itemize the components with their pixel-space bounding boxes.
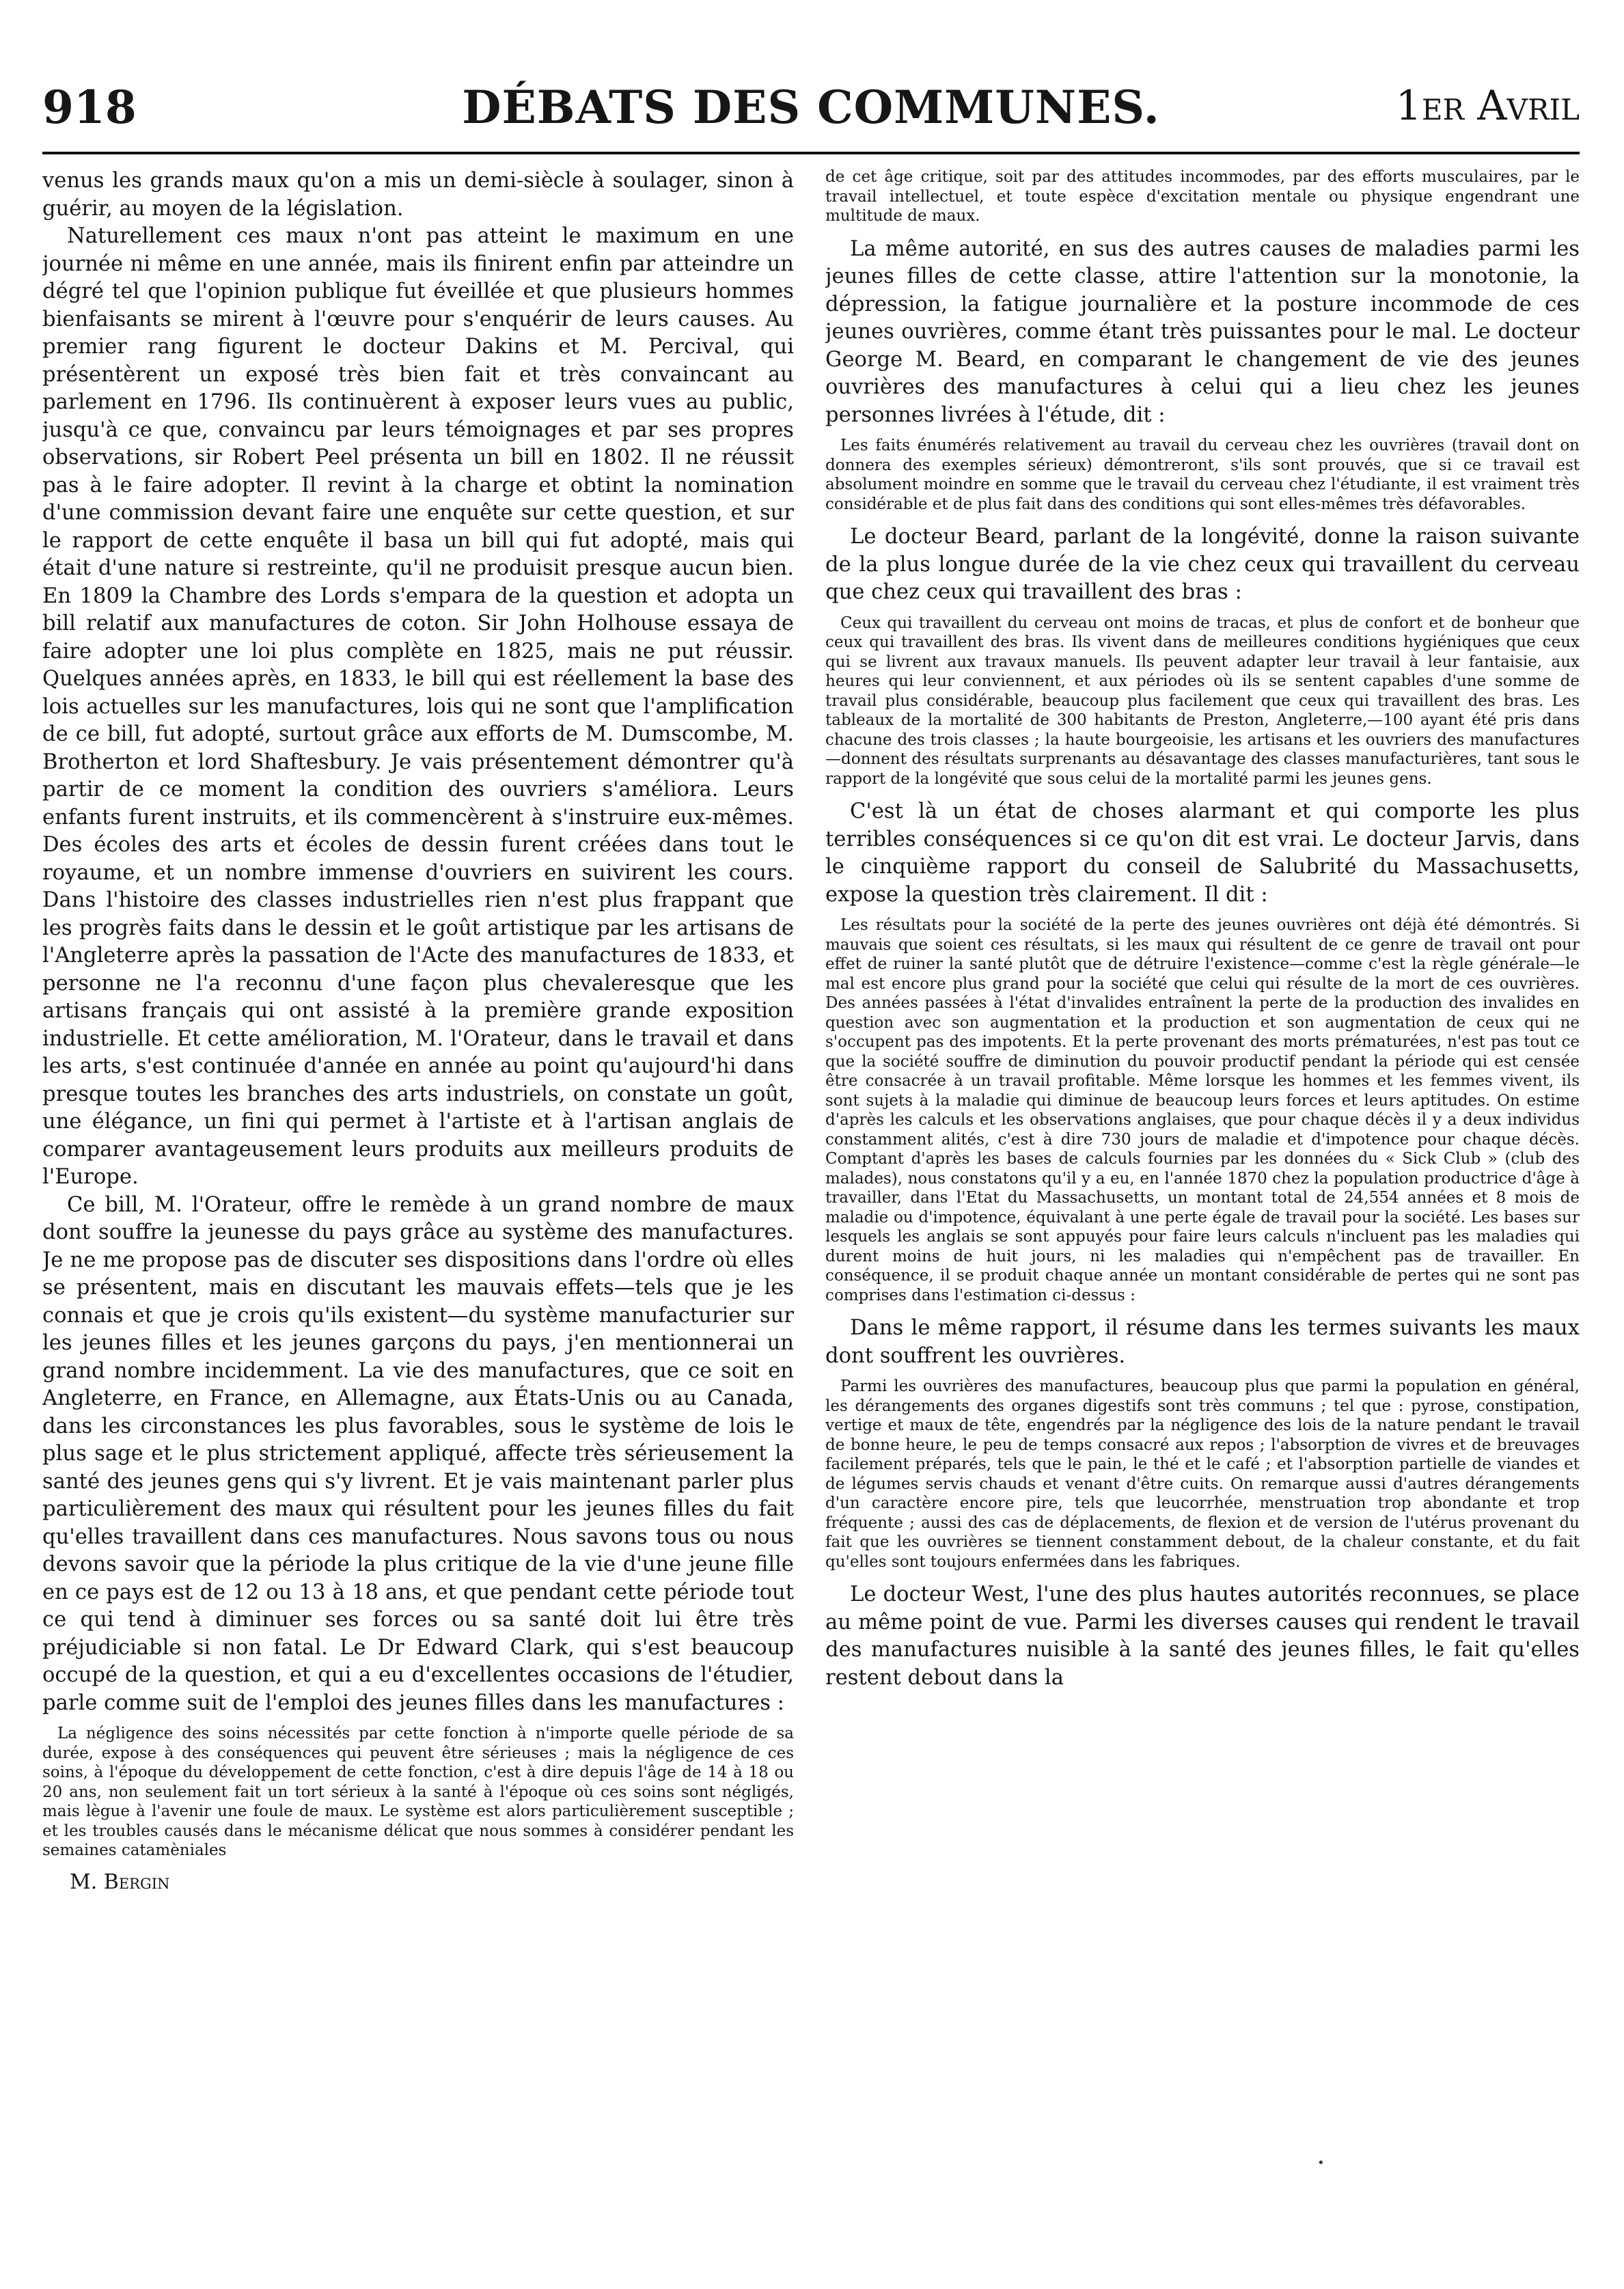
block-quote: de cet âge critique, soit par des attitudes incommodes, par des efforts musculaires, par le travail intellectuel, et toute espèce d'excitation mentale ou physique engendrant une multitude de maux. <box>825 168 1580 225</box>
running-date: 1er Avril <box>1395 82 1580 130</box>
running-title: DÉBATS DES COMMUNES. <box>462 81 1160 134</box>
block-quote: Les faits énumérés relativement au travail du cerveau chez les ouvrières (travail dont on donnera des exemples sérieux) démontreront, s'ils sont prouvés, que si ce travail est absolument moindre en somme que le travail du cerveau chez l'étudiante, il est vraiment très considérable et de plus fait dans des conditions qui sont elles-mêmes très défavorables. <box>825 437 1580 513</box>
paragraph: Le docteur Beard, parlant de la longévité, donne la raison suivante de la plus longue durée de la vie chez ceux qui travaillent du cerveau que chez ceux qui travaillent des bras : <box>825 525 1580 604</box>
paragraph: Dans le même rapport, il résume dans les termes suivants les maux dont souffrent les ouvrières. <box>825 1316 1580 1368</box>
left-column <box>42 167 794 2231</box>
ink-mark: • <box>1317 2156 1325 2170</box>
paragraph: Le docteur West, l'une des plus hautes autorités reconnues, se place au même point de vue. Parmi les diverses causes qui rendent le travail des manufactures nuisible à la santé des jeunes filles, le fait qu'elles restent debout dans la <box>825 1582 1580 1690</box>
block-quote: Ceux qui travaillent du cerveau ont moins de tracas, et plus de confort et de bonheur que ceux qui travaillent des bras. Ils vivent dans de meilleures conditions hygiéniques que ceux qui se livrent aux travaux manuels. Ils peuvent adapter leur travail à leur fantaisie, aux heures qui leur conviennent, et aux périodes où ils se sentent capables d'une somme de travail plus considérable, beaucoup plus facilement que ceux qui travaillent des bras. Les tableaux de la mortalité de 300 habitants de Preston, Angleterre,—100 ayant été pris dans chacune des trois classes ; la haute bourgeoisie, les artisans et les ouvriers des manufactures—donnent des résultats surprenants au désavantage des classes manufacturières, tant sous le rapport de la longévité que sous celui de la mortalité parmi les jeunes gens. <box>825 614 1580 788</box>
page-number: 918 <box>42 81 137 134</box>
right-column <box>825 167 1580 2231</box>
block-quote: La négligence des soins nécessités par cette fonction à n'importe quelle période de sa durée, expose à des conséquences qui peuvent être sérieuses ; mais la négligence de ces soins, à l'époque du développement de cette fonction, c'est à dire depuis l'âge de 14 à 18 ou 20 ans, non seulement fait un tort sérieux à la santé à l'époque où ces soins sont négligés, mais lègue à l'avenir une foule de maux. Le système est alors particulièrement susceptible ; et les troubles causés dans le mécanisme délicat que nous sommes à considérer pendant les semaines catamèniales <box>42 1725 794 1859</box>
block-quote: Les résultats pour la société de la perte des jeunes ouvrières ont déjà été démontrés. Si mauvais que soient ces résultats, si les maux qui résultent de ce genre de travail ont pour effet de ruiner la santé plutôt que de détruire l'existence—comme c'est la règle générale—le mal est encore plus grand pour la société que celui qui résulte de la mort de ces ouvrières. Des années passées à l'état d'invalides entraînent la perte de la production des invalides en question avec son augmentation et la production et son augmentation de ceux qui ne s'occupent pas des impotents. Et la perte provenant des morts prématurées, n'est pas tout ce que la société souffre de diminution du pouvoir productif pendant la période qui est censée être consacrée à un travail profitable. Même lorsque les hommes et les femmes vivent, ils sont sujets à la maladie qui diminue de beaucoup leurs forces et leurs aptitudes. On estime d'après les calculs et les observations anglaises, que pour chaque décès il y a deux individus constamment alités, c'est à dire 730 jours de maladie et d'impotence pour chaque décès. Comptant d'après les bases de calculs fournies par les données du « Sick Club » (club des malades), nous constatons qu'il y a eu, en l'année 1870 chez la population productrice d'âge à travailler, dans l'Etat du Massachusetts, un montant total de 24,554 années et 8 mois de maladie ou d'impotence, équivalant à une perte égale de travail pour la société. Les bases sur lesquels les anglais se sont appuyés pour faire leurs calculs n'incluent pas les maladies qui durent moins de huit jours, ni les maladies qui n'empêchent pas de travailler. En conséquence, il se produit chaque année un montant considérable de pertes qui ne sont pas comprises dans l'estimation ci-dessus : <box>825 916 1580 1304</box>
header-rule <box>42 152 1580 154</box>
paragraph: La même autorité, en sus des autres causes de maladies parmi les jeunes filles de cette classe, attire l'attention sur la monotonie, la dépression, la fatigue journalière et la posture incommode de ces jeunes ouvrières, comme étant très puissantes pour le mal. Le docteur George M. Beard, en comparant le changement de vie des jeunes ouvrières des manufactures à celui qui a lieu chez les jeunes personnes livrées à l'étude, dit : <box>825 236 1580 427</box>
paragraph: Naturellement ces maux n'ont pas atteint le maximum en une journée ni même en une année, mais ils finirent enfin par atteindre un dégré tel que l'opinion publique fut éveillée et que plusieurs hommes bienfaisants se mirent à l'œuvre pour s'enquérir de leurs causes. Au premier rang figurent le docteur Dakins et M. Percival, qui présentèrent un exposé très bien fait et très convaincant au parlement en 1796. Ils continuèrent à exposer leurs vues au public, jusqu'à ce que, convaincu par leurs témoignages et par ses propres observations, sir Robert Peel présenta un bill en 1802. Il ne réussit pas à le faire adopter. Il revint à la charge et obtint la nomination d'une commission devant faire une enquête sur cette question, et sur le rapport de cette enquête il basa un bill qui fut adopté, mais qui était d'une nature si restreinte, qu'il ne produisit presque aucun bien. En 1809 la Chambre des Lords s'empara de la question et adopta un bill relatif aux manufactures de coton. Sir John Holhouse essaya de faire adopter une loi plus complète en 1825, mais ne put réussir. Quelques années après, en 1833, le bill qui est réellement la base des lois actuelles sur les manufactures, lois qui ne sont que l'amplification de ce bill, fut adopté, surtout grâce aux efforts de M. Dumscombe, M. Brotherton et lord Shaftesbury. Je vais présentement démontrer qu'à partir de ce moment la condition des ouvriers s'améliora. Leurs enfants furent instruits, et ils commencèrent à s'instruire eux-mêmes. Des écoles des arts et écoles de dessin furent créées dans tout le royaume, et un nombre immense d'ouvriers en suivirent les cours. Dans l'histoire des classes industrielles rien n'est plus frappant que les progrès faits dans le dessin et le goût artistique par les artisans de l'Angleterre après la passation de l'Acte des manufactures de 1833, et personne ne l'a reconnu d'une façon plus chevaleresque que les artisans français qui ont assisté à la première grande exposition industrielle. Et cette amélioration, M. l'Orateur, dans le travail et dans les arts, s'est continuée d'année en année au point qu'aujourd'hi dans presque toutes les branches des arts industriels, on constate un goût, une élégance, un fini qui permet à l'artiste et à l'artisan anglais de comparer avantageusement leurs produits aux meilleurs produits de l'Europe. <box>42 224 794 1189</box>
paragraph: venus les grands maux qu'on a mis un demi-siècle à soulager, sinon à guérir, au moyen de la législation. <box>42 169 794 221</box>
speaker-signature: M. Bergin <box>70 1869 170 1894</box>
paragraph: Ce bill, M. l'Orateur, offre le remède à un grand nombre de maux dont souffre la jeunesse du pays grâce au système des manufactures. Je ne me propose pas de discuter ses dispositions dans l'ordre où elles se présentent, mais en discutant les mauvais effets—tels que je les connais et que je crois qu'ils existent—du système manufacturier sur les jeunes filles et les jeunes garçons du pays, j'en mentionnerai un grand nombre incidemment. La vie des manufactures, que ce soit en Angleterre, en France, en Allemagne, aux États-Unis ou au Canada, dans les circonstances les plus favorables, sous le système de lois le plus sage et le plus strictement appliqué, affecte très sérieusement la santé des jeunes gens qui s'y livrent. Et je vais maintenant parler plus particulièrement des maux qui résultent pour les jeunes filles du fait qu'elles travaillent dans ces manufactures. Nous savons tous ou nous devons savoir que la période la plus critique de la vie d'une jeune fille en ce pays est de 12 ou 13 à 18 ans, et que pendant cette période tout ce qui tend à diminuer ses forces ou sa santé doit lui être très préjudiciable si non fatal. Le Dr Edward Clark, qui s'est beaucoup occupé de la question, et qui a eu d'excellentes occasions de l'étudier, parle comme suit de l'emploi des jeunes filles dans les manufactures : <box>42 1192 794 1715</box>
paragraph: C'est là un état de choses alarmant et qui comporte les plus terribles conséquences si ce qu'on dit est vrai. Le docteur Jarvis, dans le cinquième rapport du conseil de Salubrité du Massachusetts, expose la question très clairement. Il dit : <box>825 799 1580 907</box>
page-header <box>42 81 1580 149</box>
block-quote: Parmi les ouvrières des manufactures, beaucoup plus que parmi la population en général, les dérangements des organes digestifs sont très communs ; tel que : pyrose, constipation, vertige et maux de tête, engendrés par la négligence des lois de la nature pendant le travail de bonne heure, le peu de temps consacré aux repos ; l'absorption de vivres et de breuvages facilement préparés, tels que le pain, le thé et le café ; et l'absorption partielle de viandes et de légumes servis chauds et venant d'être cuits. On remarque aussi d'autres dérangements d'un caractère encore pire, tels que leucorrhée, menstruation trop abondante et trop fréquente ; aussi des cas de déplacements, de flexion et de version de l'utérus provenant du fait que les ouvrières se tiennent constamment debout, de la chaleur constante, et du fait qu'elles sont toujours enfermées dans les fabriques. <box>825 1377 1580 1571</box>
